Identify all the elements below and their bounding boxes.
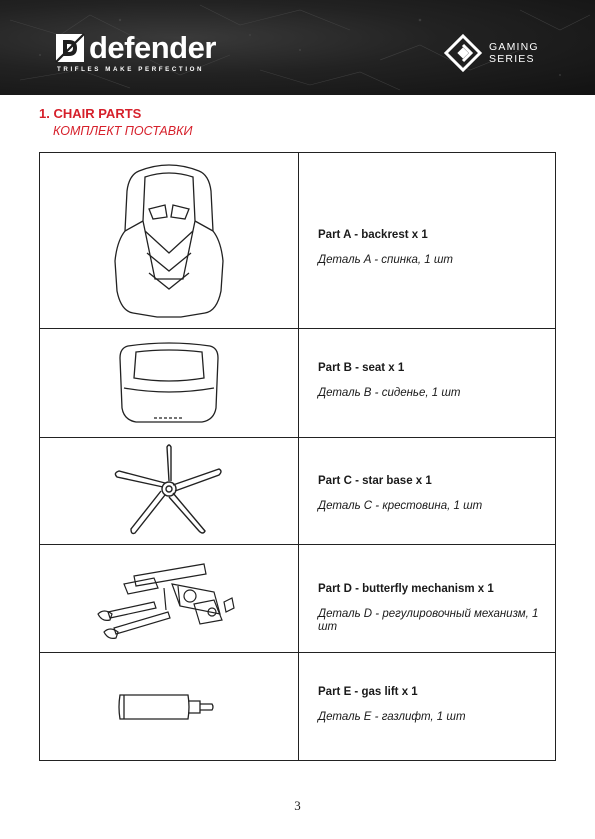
section-title-ru: КОМПЛЕКТ ПОСТАВКИ (53, 124, 193, 138)
section-title-en: 1. CHAIR PARTS (39, 106, 142, 121)
page-header (0, 0, 595, 95)
table-row (40, 652, 555, 760)
gas-lift-icon (114, 687, 224, 727)
part-d-label: Part D - butterfly mechanism x 1 (318, 583, 494, 595)
gaming-series-icon (443, 33, 483, 73)
defender-shield-icon (55, 33, 85, 63)
defender-logo (55, 30, 216, 73)
brand-tagline: TRIFLES MAKE PERFECTION (57, 66, 205, 73)
table-row (40, 544, 555, 652)
part-b-label-ru: Деталь B - сиденье, 1 шт (318, 387, 461, 399)
parts-table (39, 152, 556, 761)
part-d-label-ru: Деталь D - регулировочный механизм, 1 шт (318, 608, 539, 633)
table-row (40, 437, 555, 544)
star-base-icon (109, 441, 229, 541)
seat-icon (114, 338, 224, 428)
part-e-label: Part E - gas lift x 1 (318, 686, 418, 698)
butterfly-mechanism-icon (94, 554, 244, 644)
series-label: SERIES (489, 53, 535, 65)
backrest-icon (109, 161, 229, 321)
part-e-label-ru: Деталь E - газлифт, 1 шт (318, 711, 466, 723)
part-a-label-ru: Деталь A - спинка, 1 шт (318, 254, 454, 266)
brand-name: defender (89, 30, 216, 65)
page-number: 3 (294, 798, 301, 813)
table-row (40, 328, 555, 437)
part-c-label: Part C - star base x 1 (318, 475, 432, 487)
gaming-label: GAMING (489, 41, 539, 53)
part-c-label-ru: Деталь C - крестовина, 1 шт (318, 500, 483, 512)
table-row (40, 153, 555, 328)
part-a-label: Part A - backrest x 1 (318, 229, 428, 241)
gaming-series-logo (443, 33, 539, 73)
part-b-label: Part B - seat x 1 (318, 362, 405, 374)
